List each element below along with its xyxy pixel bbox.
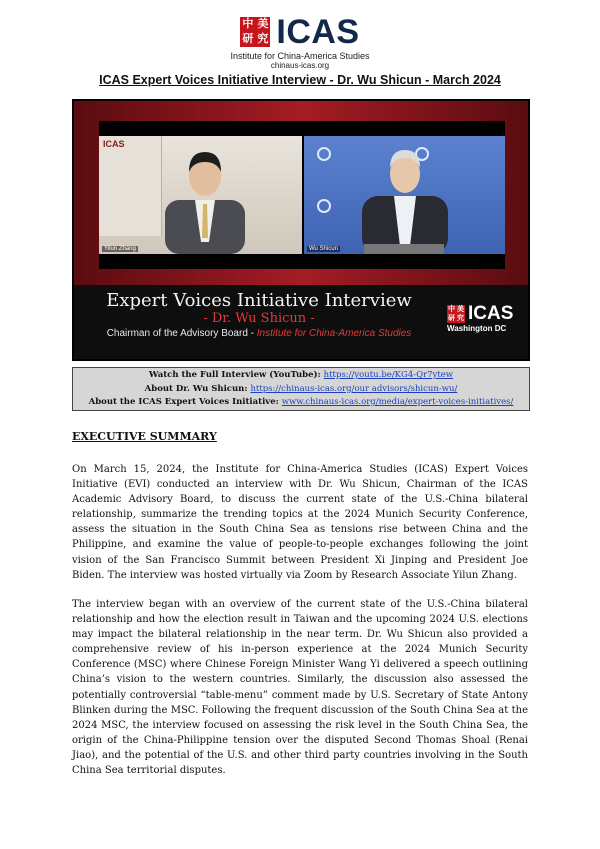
summary-paragraph: On March 15, 2024, the Institute for China-America Studies (ICAS) Expert Voices Initiative (EVI) conducted an interview with Dr. Wu Shicun, Chairman of the ICAS Academic Advisory Board, to discuss the current state of the U.S.-China bilateral relationship, summarize the trending topics at the 2024 Munich Security Conference, assess the situation in the South China Sea as tensions rise between China and the Philippine, and examine the value of people-to-people exchanges following the joint vision of the San Francisco Summit between President Xi Jinping and President Joe Biden. The interview was hosted virtually via Zoom by Research Associate Yilun Zhang.	[72, 464, 528, 581]
video-participant-left	[99, 136, 302, 254]
video-screenshot	[99, 121, 505, 269]
logo-name: ICAS	[276, 13, 360, 51]
video-participant-right	[304, 136, 505, 254]
document-title: ICAS Expert Voices Initiative Interview - Dr. Wu Shicun - March 2024	[99, 73, 501, 87]
logo-url: chinaus-icas.org	[270, 61, 330, 70]
youtube-link[interactable]: https://youtu.be/KG4-Qr7ytew	[323, 370, 454, 380]
icas-seal-icon: 中 美 研 究	[242, 17, 269, 45]
backdrop-poster: ICAS	[99, 136, 162, 236]
participant-name-tag: Yilun Zhang	[104, 246, 136, 252]
banner-speaker: - Dr. Wu Shicun -	[203, 311, 315, 326]
links-box: Watch the Full Interview (YouTube): https://youtu.be/KG4-Qr7ytew About Dr. Wu Shicun: https://chinaus-icas.org/our advisors/shicun-wu/ About the ICAS Expert Voices Initiative: www.chinaus-icas.org/media/expert-voices-initiatives/	[72, 367, 530, 411]
banner-speaker-role: Chairman of the Advisory Board - Institute for China-America Studies	[106, 328, 412, 339]
icas-logo	[0, 12, 600, 71]
banner-caption	[74, 291, 444, 341]
summary-paragraph: The interview began with an overview of the current state of the U.S.-China bilateral relationship and how the election result in Taiwan and the upcoming 2024 U.S. elections may impact the bilateral relationship in the near term. Dr. Wu Shicun also provided a comprehensive review of his in-person experience at the 2024 Munich Security Conference (MSC) where Chinese Foreign Minister Wang Yi delivered a speech outlining China’s vision to the western countries. Similarly, the discussion also assessed the potentially controversial “table-menu” comment made by U.S. Secretary of State Antony Blinken during the MSC. Following the frequent discussion of the South China Sea at the 2024 MSC, the interview focused on assessing the risk level in the South China Sea, the origin of the China-Philippine tension over the disputed Second Thomas Shoal (Renai Jiao), and the potential of the U.S. and other third party countries involving in the South China Sea territorial disputes.	[72, 599, 528, 777]
evi-link[interactable]: www.chinaus-icas.org/media/expert-voices-initiatives/	[281, 397, 514, 407]
banner-icas-logo: 中 美 研 究 ICAS Washington DC	[447, 303, 514, 333]
participant-name-tag: Wu Shicun	[309, 246, 338, 252]
section-heading: EXECUTIVE SUMMARY	[72, 430, 217, 443]
person-icon	[165, 142, 245, 254]
icas-seal-icon: 中 美 研 究	[448, 305, 464, 322]
conference-backdrop-icon	[304, 136, 505, 254]
logo-subtitle: Institute for China-America Studies	[230, 51, 370, 61]
banner-heading: Expert Voices Initiative Interview	[106, 290, 412, 311]
advisor-link[interactable]: https://chinaus-icas.org/our advisors/shicun-wu/	[250, 383, 458, 394]
interview-banner	[72, 99, 530, 361]
